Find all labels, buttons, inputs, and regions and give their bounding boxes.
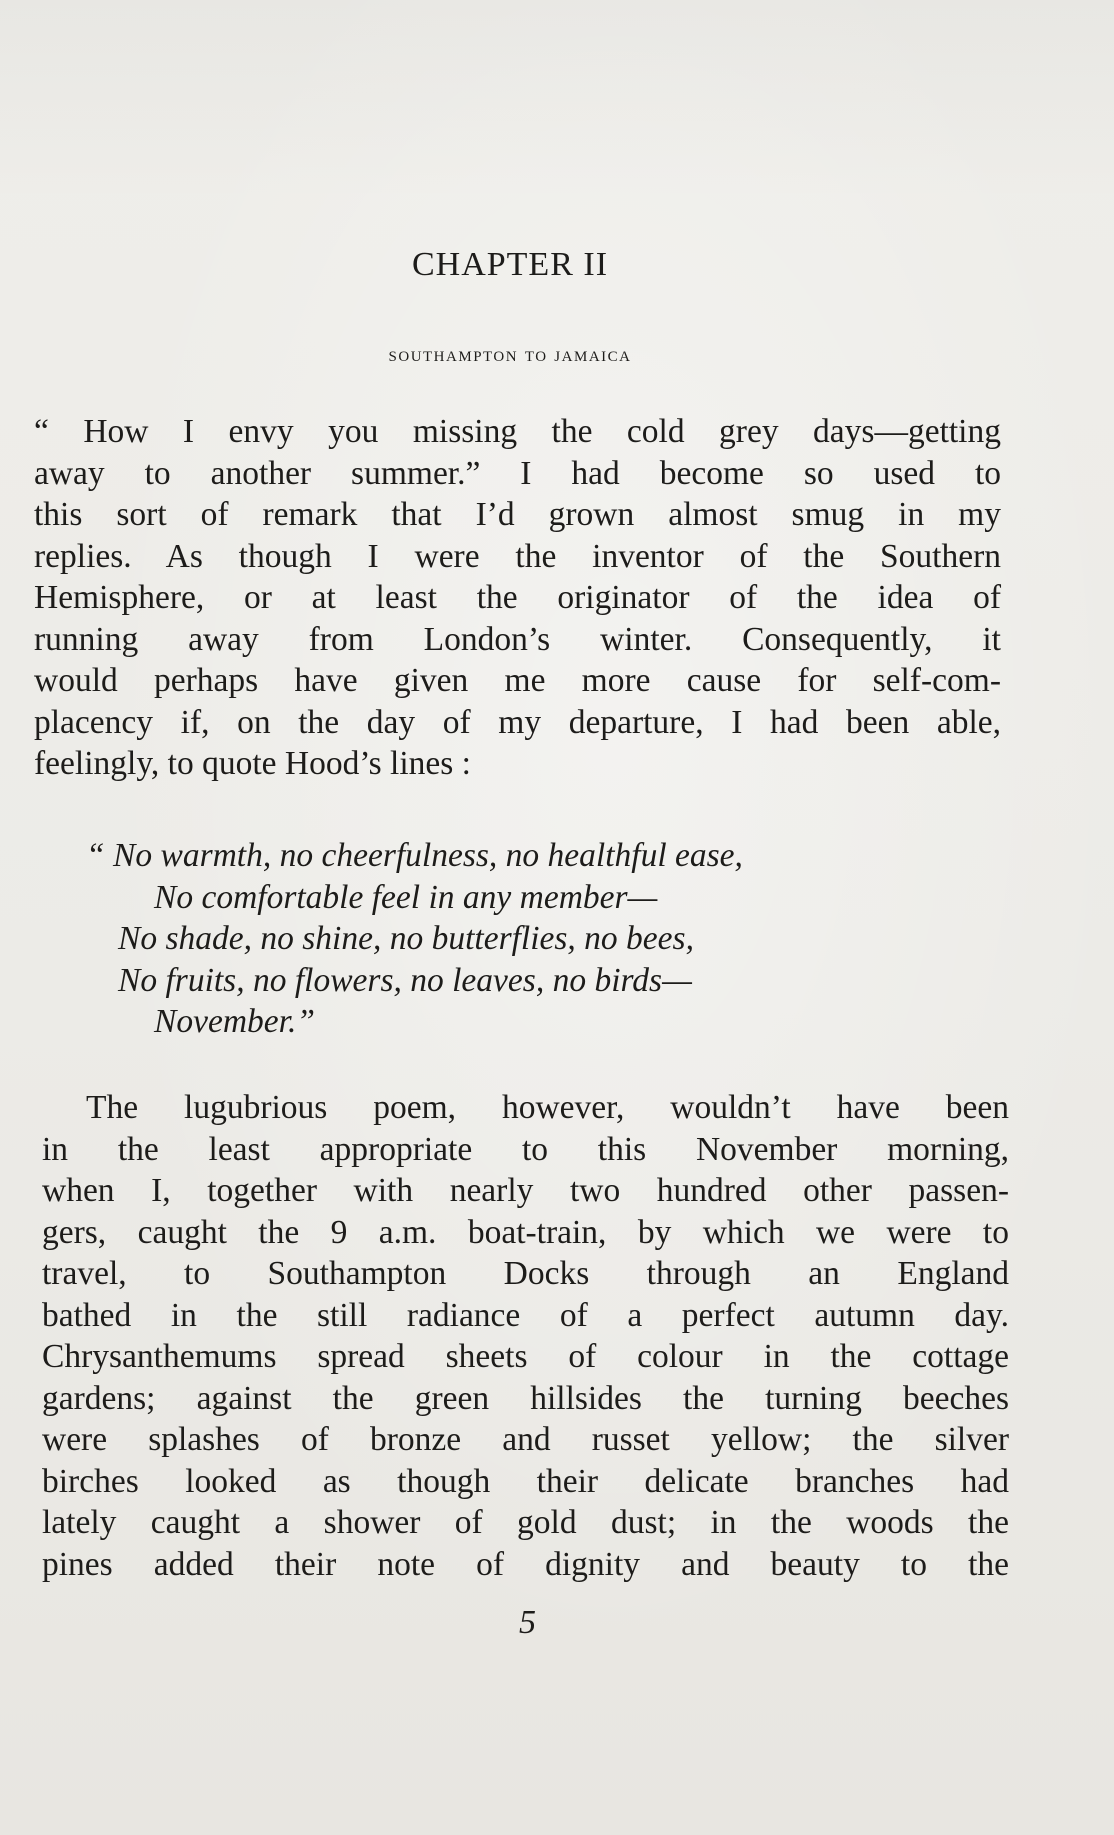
chapter-subtitle: southampton to jamaica — [388, 342, 632, 366]
text-line: Chrysanthemums spread sheets of colour in the cottage — [42, 1338, 1009, 1375]
text-line: lately caught a shower of gold dust; in the woods the — [42, 1504, 1009, 1541]
text-line: gers, caught the 9 a.m. boat-train, by which we were to — [42, 1213, 1009, 1251]
paragraph-2 — [34, 1087, 1009, 1585]
text-line: “ How I envy you missing the cold grey days—getting — [34, 413, 1001, 450]
poem-line: November.” — [154, 1003, 315, 1040]
text-line: The lugubrious poem, however, wouldn’t have been — [86, 1089, 1009, 1126]
text-line: away to another summer.” I had become so used to — [34, 454, 1001, 492]
poem-line: No fruits, no flowers, no leaves, no birds— — [118, 961, 692, 999]
poem-line: No comfortable feel in any member— — [154, 878, 658, 916]
text-line: would perhaps have given me more cause for self-com- — [34, 662, 1001, 699]
text-line: Hemisphere, or at least the originator of the idea of — [34, 579, 1001, 616]
text-line: in the least appropriate to this November morning, — [42, 1130, 1009, 1168]
show-through-shadow — [0, 0, 1114, 200]
text-line: birches looked as though their delicate branches had — [42, 1462, 1009, 1500]
text-line: travel, to Southampton Docks through an England — [42, 1255, 1009, 1292]
text-line: replies. As though I were the inventor of the Southern — [34, 537, 1001, 575]
poem-line: “ No warmth, no cheerfulness, no healthful ease, — [86, 837, 743, 874]
paragraph-1 — [34, 411, 1001, 785]
page-number: 5 — [519, 1604, 536, 1641]
text-line: placency if, on the day of my departure, I had been able, — [34, 703, 1001, 741]
text-line: bathed in the still radiance of a perfect autumn day. — [42, 1296, 1009, 1334]
chapter-title: CHAPTER II — [411, 246, 609, 283]
text-line: feelingly, to quote Hood’s lines : — [34, 745, 471, 782]
poem-line: No shade, no shine, no butterflies, no bees, — [118, 920, 694, 957]
text-line: gardens; against the green hillsides the turning beeches — [42, 1379, 1009, 1417]
text-line: were splashes of bronze and russet yellow; the silver — [42, 1421, 1009, 1458]
text-line: this sort of remark that I’d grown almost smug in my — [34, 496, 1001, 533]
quoted-poem — [88, 835, 743, 1043]
text-line: running away from London’s winter. Consequently, it — [34, 620, 1001, 658]
text-line: pines added their note of dignity and beauty to the — [42, 1545, 1009, 1583]
text-line: when I, together with nearly two hundred other passen- — [42, 1172, 1009, 1209]
